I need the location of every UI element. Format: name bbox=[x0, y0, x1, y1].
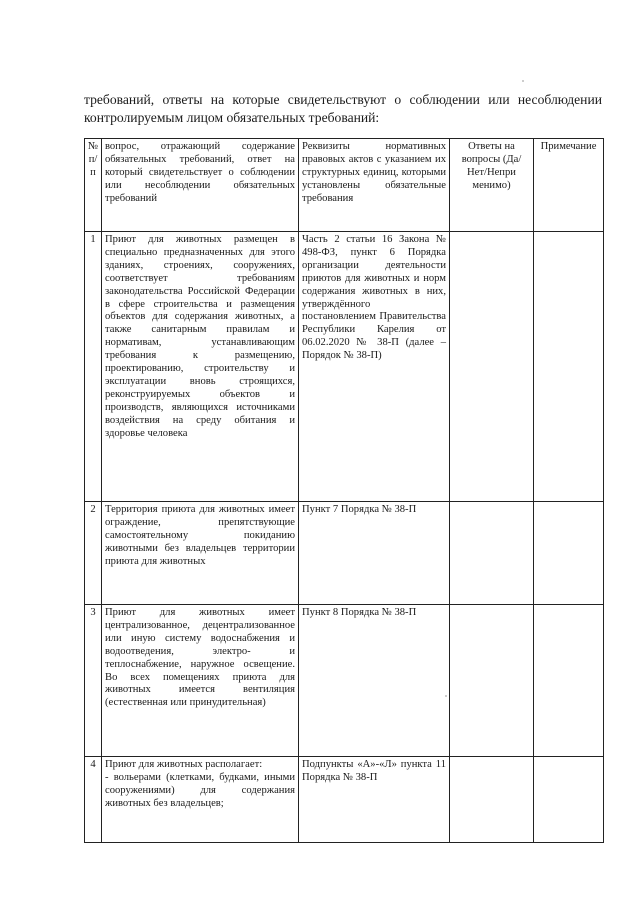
row-num: 4 bbox=[85, 757, 102, 843]
table-header-row bbox=[85, 139, 604, 232]
scan-speck bbox=[522, 80, 524, 82]
row-question: Приют для животных имеет централизованное, децентрализованное или иную систему водоснабжения и водоотведения, электро- и теплоснабжение, наружное освещение. Во всех помещениях приюта для животных имеется вентиляция (естественная или принудительная) bbox=[102, 605, 299, 757]
intro-paragraph: требований, ответы на которые свидетельствуют о соблюдении или несоблюдении контролируемым лицом обязательных требований: bbox=[84, 92, 602, 125]
header-question: вопрос, отражающий содержание обязательных требований, ответ на который свидетельствует о соблюдении или несоблюдении обязательных требований bbox=[102, 139, 299, 232]
header-reference: Реквизиты нормативных правовых актов с указанием их структурных единиц, которыми установлены обязательные требования bbox=[299, 139, 450, 232]
row-note-cell[interactable] bbox=[534, 605, 604, 757]
row-question: Территория приюта для животных имеет ограждение, препятствующие самостоятельному покиданию животными без владельцев территории приюта для животных bbox=[102, 502, 299, 605]
row-answer-cell[interactable] bbox=[450, 757, 534, 843]
header-num: № п/п bbox=[85, 139, 102, 232]
header-answers: Ответы на вопросы (Да/Нет/Непри менимо) bbox=[450, 139, 534, 232]
row-note-cell[interactable] bbox=[534, 757, 604, 843]
table-row bbox=[85, 757, 604, 843]
row-answer-cell[interactable] bbox=[450, 502, 534, 605]
table-row bbox=[85, 232, 604, 502]
table-row bbox=[85, 502, 604, 605]
row-num: 3 bbox=[85, 605, 102, 757]
header-note: Примечание bbox=[534, 139, 604, 232]
row-note-cell[interactable] bbox=[534, 232, 604, 502]
checklist-table bbox=[84, 138, 604, 843]
table-row bbox=[85, 605, 604, 757]
scan-speck bbox=[445, 695, 447, 697]
row-reference: Часть 2 статьи 16 Закона № 498-ФЗ, пункт 6 Порядка организации деятельности приютов для животных и норм содержания животных в них, утверждённого постановлением Правительства Республики Карелия от 06.02.2020 № 38-П (далее – Порядок № 38-П) bbox=[299, 232, 450, 502]
row-reference: Пункт 8 Порядка № 38-П bbox=[299, 605, 450, 757]
row-reference: Пункт 7 Порядка № 38-П bbox=[299, 502, 450, 605]
row-question: Приют для животных размещен в специально предназначенных для этого зданиях, строениях, сооружениях, соответствует требованиям законодательства Российской Федерации в сфере строительства и размещения объектов для содержания животных, а также санитарным правилам и нормативам, устанавливающим требования к размещению, проектированию, строительству и эксплуатации вновь строящихся, реконструируемых объектов и производств, являющихся источниками воздействия на среду обитания и здоровье человека bbox=[102, 232, 299, 502]
row-num: 2 bbox=[85, 502, 102, 605]
row-answer-cell[interactable] bbox=[450, 605, 534, 757]
row-reference: Подпункты «А»-«Л» пункта 11 Порядка № 38-П bbox=[299, 757, 450, 843]
row-question: Приют для животных располагает: - вольерами (клетками, будками, иными сооружениями) для содержания животных без владельцев; bbox=[102, 757, 299, 843]
row-num: 1 bbox=[85, 232, 102, 502]
row-note-cell[interactable] bbox=[534, 502, 604, 605]
row-answer-cell[interactable] bbox=[450, 232, 534, 502]
